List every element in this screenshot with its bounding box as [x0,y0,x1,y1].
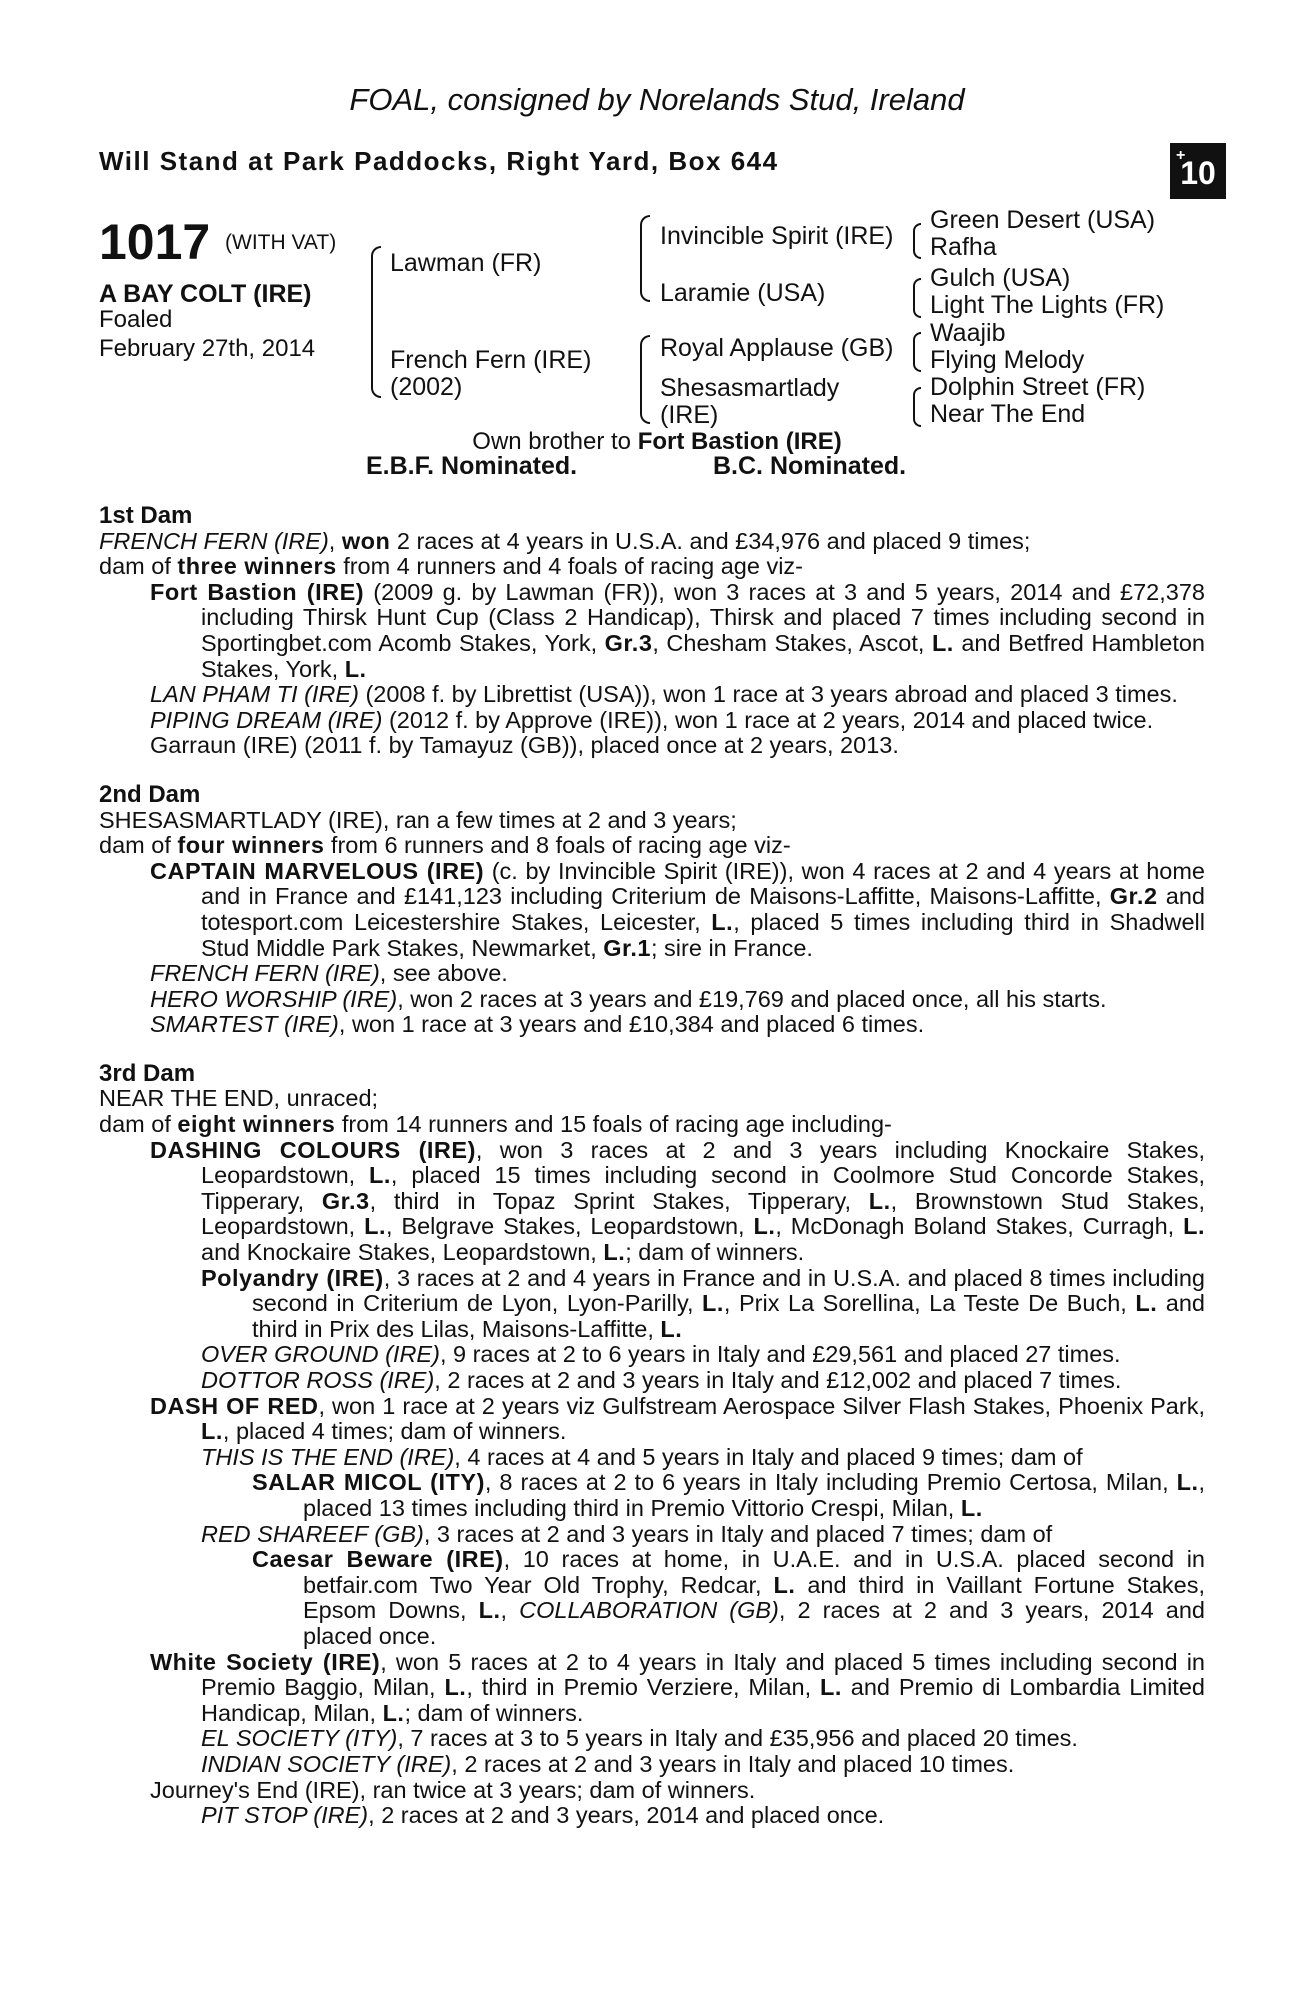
ebf-nominated: E.B.F. Nominated. [366,452,578,480]
consignment-heading: FOAL, consigned by Norelands Stud, Ireland [349,82,965,117]
lot-description: A BAY COLT (IRE) [99,280,312,308]
pedigree-dam-dam: Shesasmartlady [660,374,840,402]
brace-sire-parents [640,215,650,302]
produce-journeys-end: Journey's End (IRE), ran twice at 3 years; dam of winners. [150,1776,756,1803]
pedigree-g3: Gulch (USA) [930,264,1071,292]
first-dam-produce-summary: dam of three winners from 4 runners and 4 foals of racing age viz- [99,553,803,580]
brace-generation-1 [371,246,381,398]
produce-dashing-colours: DASHING COLOURS (IRE), won 3 races at 2 and 3 years including Knockaire Stakes, Leopardstown, L., placed 15 times including second in Coolmore Stud Concorde Stakes, Tipperary, Gr.3, third in Topaz Sprint Stakes, Tipperary, L., Brownstown Stud Stakes, Leopardstown, L., Belgrave Stakes, Leopardstown, L., McDonagh Boland Stakes, Curragh, L. and Knockaire Stakes, Leopardstown, L.; dam of winners. [150,1136,1205,1266]
pedigree-dam-year: (2002) [390,373,463,401]
dam-history [99,503,1205,1852]
pedigree-dam-sire: Royal Applause (GB) [660,334,894,362]
brace-g3 [913,332,921,372]
third-dam-produce-summary: dam of eight winners from 14 runners and 15 foals of racing age including- [99,1111,892,1138]
produce-lan-pham-ti: LAN PHAM TI (IRE) (2008 f. by Librettist (USA)), won 1 race at 3 years abroad and placed 3 times. [150,681,1178,708]
brace-g2 [913,278,921,318]
pedigree-sire: Lawman (FR) [390,249,542,277]
produce-dottor-ross: DOTTOR ROSS (IRE), 2 races at 2 and 3 years in Italy and £12,002 and placed 7 times. [201,1367,1122,1393]
first-dam-section [99,503,1205,759]
first-dam-intro: FRENCH FERN (IRE), won 2 races at 4 years in U.S.A. and £34,976 and placed 9 times; [99,527,1031,554]
produce-smartest: SMARTEST (IRE), won 1 race at 3 years and £10,384 and placed 6 times. [150,1011,925,1038]
pedigree-dam: French Fern (IRE) [390,346,592,374]
produce-dash-of-red: DASH OF RED, won 1 race at 2 years viz Gulfstream Aerospace Silver Flash Stakes, Phoenix Park, L., placed 4 times; dam of winners. [150,1392,1205,1445]
produce-el-society: EL SOCIETY (ITY), 7 races at 3 to 5 years in Italy and £35,956 and placed 20 times. [201,1725,1078,1752]
lot-vat: (WITH VAT) [225,231,337,254]
produce-white-society: White Society (IRE), won 5 races at 2 to 4 years in Italy and placed 5 times including second in Premio Baggio, Milan, L., third in Premio Verziere, Milan, L. and Premio di Lombardia Limited Handicap, Milan, L.; dam of winners. [150,1648,1205,1726]
third-dam-section [99,1061,1205,1829]
first-dam-heading: 1st Dam [99,502,193,529]
lot-number: 1017 [99,214,211,270]
produce-captain-marvelous: CAPTAIN MARVELOUS (IRE) (c. by Invincible Spirit (IRE)), won 4 races at 2 and 4 years at home and in France and £141,123 including Criterium de Maisons-Laffitte, Maisons-Laffitte, Gr.2 and totesport.com Leicestershire Stakes, Leicester, L., placed 5 times including third in Shadwell Stud Middle Park Stakes, Newmarket, Gr.1; sire in France. [150,857,1205,961]
produce-garraun: Garraun (IRE) (2011 f. by Tamayuz (GB)), placed once at 2 years, 2013. [150,732,899,759]
produce-caesar-beware: Caesar Beware (IRE), 10 races at home, in U.A.E. and in U.S.A. placed second in betfair.com Two Year Old Trophy, Redcar, L. and third in Vaillant Fortune Stakes, Epsom Downs, L., COLLABORATION (GB), 2 races at 2 and 3 years, 2014 and placed once. [252,1546,1205,1649]
pedigree-g8: Near The End [930,400,1086,428]
bc-nominated: B.C. Nominated. [713,452,907,480]
pedigree-sire-sire: Invincible Spirit (IRE) [660,222,894,250]
foaled-date: Foaled February 27th, 2014 [99,306,316,362]
produce-over-ground: OVER GROUND (IRE), 9 races at 2 to 6 years in Italy and £29,561 and placed 27 times. [201,1341,1121,1368]
pedigree-g6: Flying Melody [930,346,1085,374]
third-dam-heading: 3rd Dam [99,1059,196,1087]
produce-french-fern: FRENCH FERN (IRE), see above. [150,960,508,987]
own-brother-note: Own brother to Fort Bastion (IRE) [472,428,842,455]
pedigree-dam-dam-country: (IRE) [660,401,719,429]
second-dam-section [99,782,1205,1038]
pedigree-g4: Light The Lights (FR) [930,291,1165,319]
second-dam-intro: SHESASMARTLADY (IRE), ran a few times at 2 and 3 years; [99,806,737,833]
second-dam-produce-summary: dam of four winners from 6 runners and 8 foals of racing age viz- [99,832,791,859]
brace-g4 [913,387,921,427]
produce-salar-micol: SALAR MICOL (ITY), 8 races at 2 to 6 years in Italy including Premio Certosa, Milan, L., placed 13 times including third in Premio Vittorio Crespi, Milan, L. [252,1469,1206,1521]
brace-g1 [913,223,921,259]
brace-dam-parents [640,335,650,424]
produce-polyandry: Polyandry (IRE), 3 races at 2 and 4 years in France and in U.S.A. and placed 8 times including second in Criterium de Lyon, Lyon-Parilly, L., Prix La Sorellina, La Teste De Buch, L. and third in Prix des Lilas, Maisons-Laffitte, L. [201,1264,1205,1342]
produce-red-shareef: RED SHAREEF (GB), 3 races at 2 and 3 years in Italy and placed 7 times; dam of [201,1520,1053,1547]
produce-piping-dream: PIPING DREAM (IRE) (2012 f. by Approve (IRE)), won 1 race at 2 years, 2014 and placed twice. [150,706,1154,733]
pedigree-sire-dam: Laramie (USA) [660,279,826,307]
stand-location: Will Stand at Park Paddocks, Right Yard, Box 644 [99,146,779,176]
pedigree-g7: Dolphin Street (FR) [930,373,1146,401]
third-dam-intro: NEAR THE END, unraced; [99,1085,379,1112]
pedigree-g1: Green Desert (USA) [930,206,1156,234]
lot-badge [1170,143,1226,199]
pedigree-g5: Waajib [930,319,1006,347]
second-dam-heading: 2nd Dam [99,780,201,808]
pedigree-g2: Rafha [930,233,997,261]
own-brother-name: Fort Bastion (IRE) [637,428,842,455]
produce-pit-stop: PIT STOP (IRE), 2 races at 2 and 3 years, 2014 and placed once. [201,1802,885,1829]
produce-fort-bastion: Fort Bastion (IRE) (2009 g. by Lawman (FR)), won 3 races at 3 and 5 years, 2014 and £72,378 including Thirsk Hunt Cup (Class 2 Handicap), Thirsk and placed 7 times including second in Sportingbet.com Acomb Stakes, York, Gr.3, Chesham Stakes, Ascot, L. and Betfred Hambleton Stakes, York, L. [150,578,1205,682]
produce-hero-worship: HERO WORSHIP (IRE), won 2 races at 3 years and £19,769 and placed once, all his starts. [150,985,1107,1012]
produce-this-is-the-end: THIS IS THE END (IRE), 4 races at 4 and 5 years in Italy and placed 9 times; dam of [201,1443,1083,1470]
produce-indian-society: INDIAN SOCIETY (IRE), 2 races at 2 and 3 years in Italy and placed 10 times. [201,1750,1015,1777]
badge-plus: + [1176,147,1186,164]
badge-number: 10 [1180,155,1216,191]
